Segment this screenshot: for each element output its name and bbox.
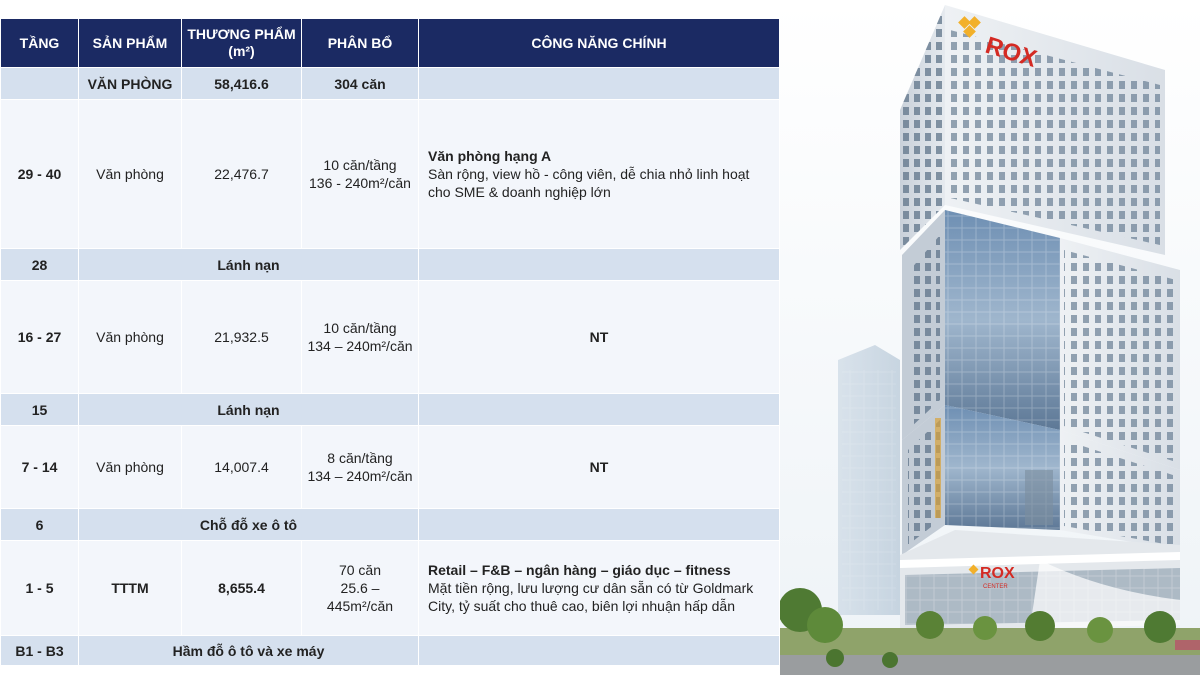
summary-product: VĂN PHÒNG xyxy=(79,68,182,100)
background-tower xyxy=(838,345,900,615)
rox-logo-top-text: ROX xyxy=(982,31,1040,73)
row-function: NT xyxy=(419,426,780,509)
building-illustration xyxy=(780,0,1200,675)
band-label: Lánh nạn xyxy=(79,249,419,281)
band-label: Hầm đỗ ô tô và xe máy xyxy=(79,636,419,666)
table-row xyxy=(1,100,780,249)
band-row xyxy=(1,509,780,541)
band-empty xyxy=(419,249,780,281)
summary-floor xyxy=(1,68,79,100)
header-area-line1: THƯƠNG PHẨM xyxy=(187,26,296,42)
alloc-line: 136 - 240m²/căn xyxy=(309,175,411,191)
row-function: NT xyxy=(419,281,780,394)
band-row xyxy=(1,249,780,281)
row-floor: B1 - B3 xyxy=(1,636,79,666)
row-product: TTTM xyxy=(79,541,182,636)
row-allocation xyxy=(302,541,419,636)
row-floor: 15 xyxy=(1,394,79,426)
row-allocation xyxy=(302,281,419,394)
header-floor: TẦNG xyxy=(1,19,79,68)
summary-allocation: 304 căn xyxy=(302,68,419,100)
function-title: Retail – F&B – ngân hàng – giáo dục – fitness xyxy=(428,562,731,578)
summary-area: 58,416.6 xyxy=(182,68,302,100)
rox-logo-podium-text: ROX xyxy=(980,565,1015,582)
summary-function xyxy=(419,68,780,100)
row-floor: 28 xyxy=(1,249,79,281)
alloc-line: 70 căn xyxy=(338,562,382,578)
alloc-line: 134 – 240m²/căn xyxy=(307,468,413,484)
row-floor: 1 - 5 xyxy=(1,541,79,636)
row-floor: 16 - 27 xyxy=(1,281,79,394)
row-product: Văn phòng xyxy=(79,426,182,509)
row-product: Văn phòng xyxy=(79,281,182,394)
alloc-line: 10 căn/tầng xyxy=(323,320,397,336)
function-title: Văn phòng hạng A xyxy=(428,148,552,164)
row-area: 14,007.4 xyxy=(182,426,302,509)
band-row xyxy=(1,394,780,426)
header-function: CÔNG NĂNG CHÍNH xyxy=(419,19,780,68)
row-area: 22,476.7 xyxy=(182,100,302,249)
alloc-line: 25.6 – xyxy=(340,580,380,596)
header-area-line2: (m²) xyxy=(228,43,255,59)
row-product: Văn phòng xyxy=(79,100,182,249)
spec-table xyxy=(0,18,780,666)
header-product: SẢN PHẨM xyxy=(79,19,182,68)
alloc-line: 445m²/căn xyxy=(326,598,394,614)
band-label: Chỗ đỗ xe ô tô xyxy=(79,509,419,541)
building-rendering xyxy=(780,0,1200,675)
alloc-line: 134 – 240m²/căn xyxy=(307,338,413,354)
row-allocation xyxy=(302,100,419,249)
header-allocation: PHÂN BỔ xyxy=(302,19,419,68)
row-floor: 6 xyxy=(1,509,79,541)
band-label: Lánh nạn xyxy=(79,394,419,426)
row-function xyxy=(419,100,780,249)
function-text: Mặt tiền rộng, lưu lượng cư dân sẵn có từ Goldmark City, tỷ suất cho thuê cao, biên lợi nhuận hấp dẫn xyxy=(428,580,754,614)
rox-logo-podium-sub: CENTER xyxy=(983,584,1008,590)
header-row xyxy=(1,19,780,68)
summary-row xyxy=(1,68,780,100)
band-row xyxy=(1,636,780,666)
header-area xyxy=(182,19,302,68)
band-empty xyxy=(419,636,780,666)
function-text: Sàn rộng, view hồ - công viên, dễ chia nhỏ linh hoạt cho SME & doanh nghiệp lớn xyxy=(428,166,750,200)
table-row xyxy=(1,541,780,636)
alloc-line: 8 căn/tầng xyxy=(327,450,393,466)
row-floor: 7 - 14 xyxy=(1,426,79,509)
table-row xyxy=(1,426,780,509)
table-row xyxy=(1,281,780,394)
row-area: 21,932.5 xyxy=(182,281,302,394)
row-area: 8,655.4 xyxy=(182,541,302,636)
band-empty xyxy=(419,394,780,426)
alloc-line: 10 căn/tầng xyxy=(323,157,397,173)
row-floor: 29 - 40 xyxy=(1,100,79,249)
row-allocation xyxy=(302,426,419,509)
band-empty xyxy=(419,509,780,541)
row-function xyxy=(419,541,780,636)
